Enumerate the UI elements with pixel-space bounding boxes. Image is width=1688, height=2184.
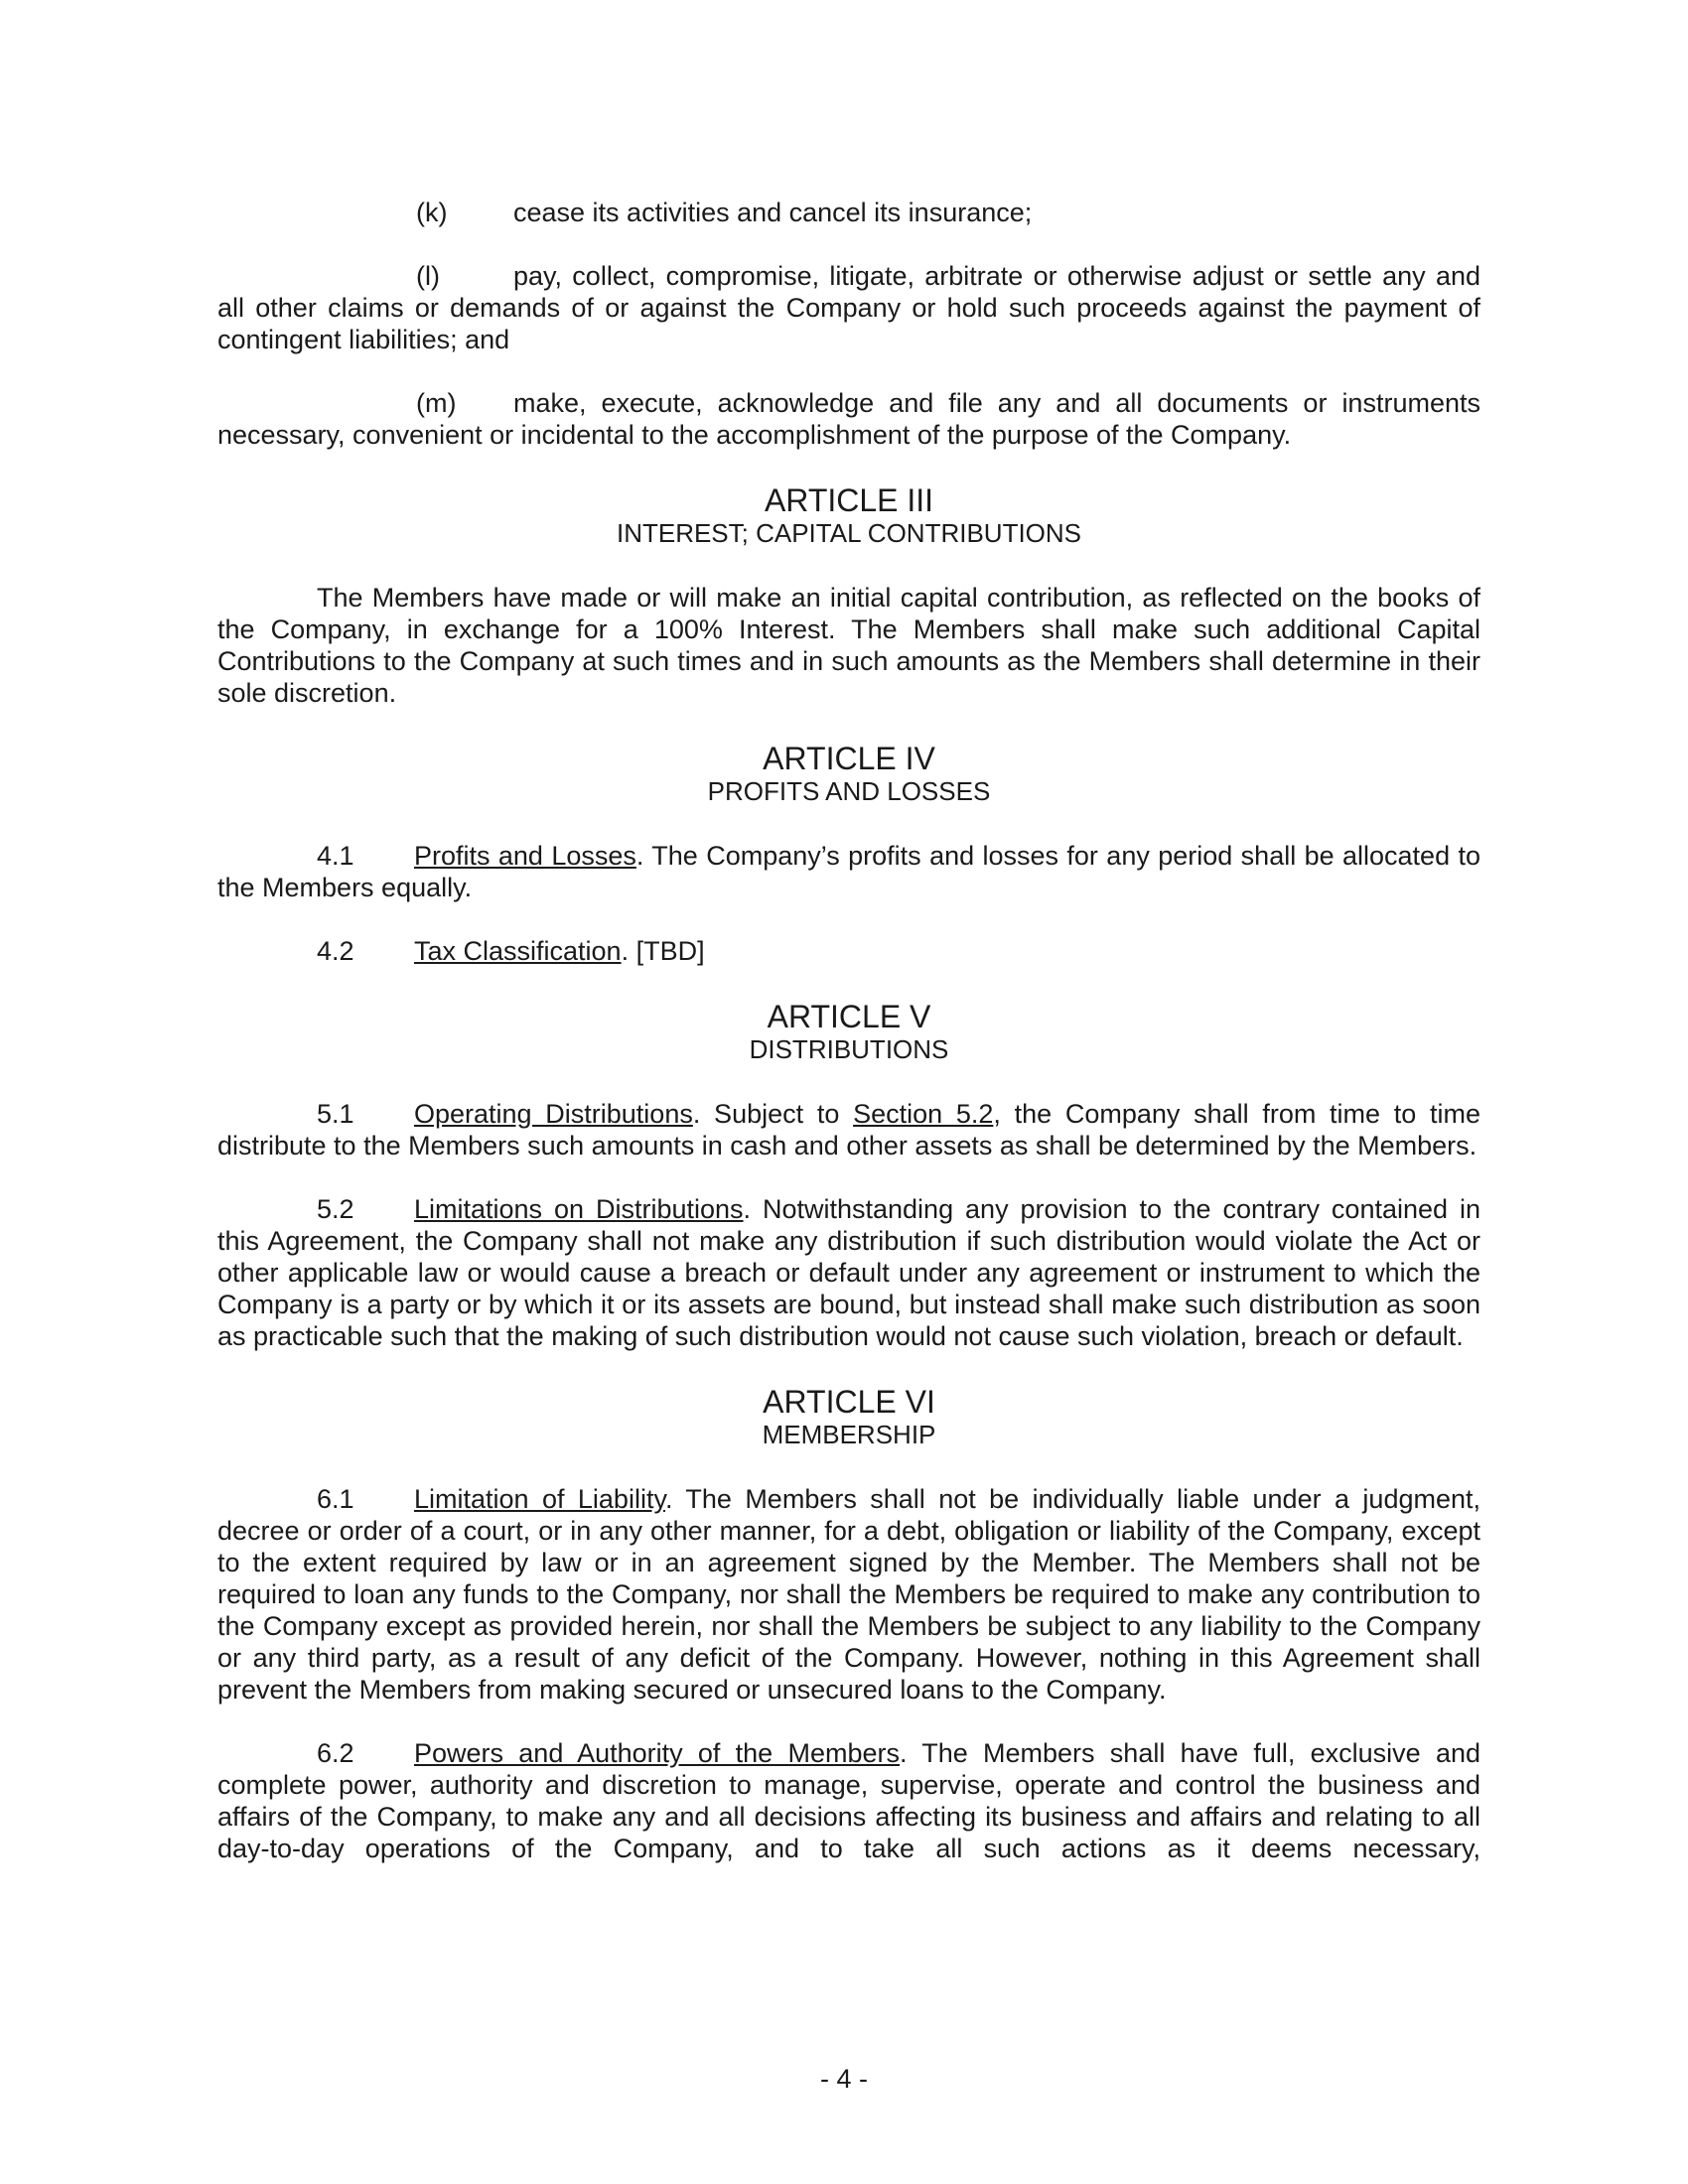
article-subtitle: MEMBERSHIP	[762, 1420, 936, 1449]
section-4-1	[217, 840, 1480, 903]
article-title: ARTICLE V	[767, 999, 931, 1034]
article-subtitle: DISTRIBUTIONS	[749, 1034, 949, 1064]
section-text: . Notwithstanding any provision to the contrary contained in this Agreement, the Company shall not make any distribution if such distribution would violate the Act or other applicable law or would cause a breach or default under any agreement or instrument to which the Company is a party or by which it or its assets are bound, but instead shall make such distribution as soon as practicable such that the making of such distribution would not cause such violation, breach or default.	[217, 1194, 1480, 1351]
section-5-1	[217, 1098, 1480, 1161]
article-title: ARTICLE III	[764, 482, 934, 518]
article-heading	[217, 741, 1480, 806]
section-heading: Limitation of Liability	[414, 1484, 665, 1514]
section-6-2	[217, 1737, 1480, 1864]
list-label: (l)	[416, 261, 440, 291]
section-text: . The Company’s profits and losses for any period shall be allocated to the Members equally.	[217, 841, 1480, 902]
list-text: pay, collect, compromise, litigate, arbitrate or otherwise adjust or settle any and all other claims or demands of or against the Company or hold such proceeds against the payment of contingent liabilities; and	[217, 261, 1480, 354]
article-subtitle: INTEREST; CAPITAL CONTRIBUTIONS	[616, 518, 1082, 548]
list-item-l	[217, 260, 1480, 355]
article-title: ARTICLE IV	[763, 741, 935, 776]
document-body	[217, 197, 1480, 1864]
list-label: (m)	[416, 388, 457, 418]
article-subtitle: PROFITS AND LOSSES	[707, 776, 991, 806]
list-item-m	[217, 387, 1480, 451]
section-number: 5.2	[317, 1194, 354, 1224]
section-heading: Profits and Losses	[414, 841, 636, 871]
list-text: cease its activities and cancel its insurance;	[513, 198, 1033, 227]
article-heading	[217, 1384, 1480, 1449]
section-heading: Powers and Authority of the Members	[414, 1738, 900, 1768]
section-4-2	[217, 935, 1480, 967]
article-3-body: The Members have made or will make an initial capital contribution, as reflected on the books of the Company, in exchange for a 100% Interest. The Members shall make such additional Capital Contributions to the Company at such times and in such amounts as the Members shall determine in their sole discretion.	[217, 583, 1480, 708]
section-text: . [TBD]	[621, 936, 705, 966]
section-5-2	[217, 1193, 1480, 1352]
section-number: 4.1	[317, 841, 354, 871]
section-text: , the Company shall from time to time distribute to the Members such amounts in cash and other assets as shall be determined by the Members.	[217, 1099, 1480, 1160]
article-heading	[217, 999, 1480, 1064]
section-number: 5.1	[317, 1099, 354, 1129]
article-heading	[217, 482, 1480, 548]
list-item-k	[217, 197, 1480, 228]
section-number: 4.2	[317, 936, 354, 966]
section-text-pre: . Subject to	[692, 1099, 854, 1129]
list-label: (k)	[416, 198, 448, 227]
section-number: 6.2	[317, 1738, 354, 1768]
section-text: . The Members shall have full, exclusive and complete power, authority and discretion to manage, supervise, operate and control the business and affairs of the Company, to make any and all decisions affecting its business and affairs and relating to all day-to-day operations of the Company, and to take all such actions as it deems necessary,	[217, 1738, 1480, 1863]
section-heading: Operating Distributions	[414, 1099, 693, 1129]
section-number: 6.1	[317, 1484, 354, 1514]
page-number: - 4 -	[819, 2064, 868, 2094]
list-text: make, execute, acknowledge and file any and all documents or instruments necessary, convenient or incidental to the accomplishment of the purpose of the Company.	[217, 388, 1480, 450]
article-title: ARTICLE VI	[763, 1384, 935, 1420]
section-text: . The Members shall not be individually liable under a judgment, decree or order of a court, or in any other manner, for a debt, obligation or liability of the Company, except to the extent required by law or in an agreement signed by the Member. The Members shall not be required to loan any funds to the Company, nor shall the Members be required to make any contribution to the Company except as provided herein, nor shall the Members be subject to any liability to the Company or any third party, as a result of any deficit of the Company. However, nothing in this Agreement shall prevent the Members from making secured or unsecured loans to the Company.	[217, 1484, 1481, 1705]
section-heading: Limitations on Distributions	[414, 1194, 744, 1224]
section-reference: Section 5.2	[853, 1099, 994, 1129]
section-6-1	[217, 1483, 1480, 1706]
section-heading: Tax Classification	[414, 936, 622, 966]
